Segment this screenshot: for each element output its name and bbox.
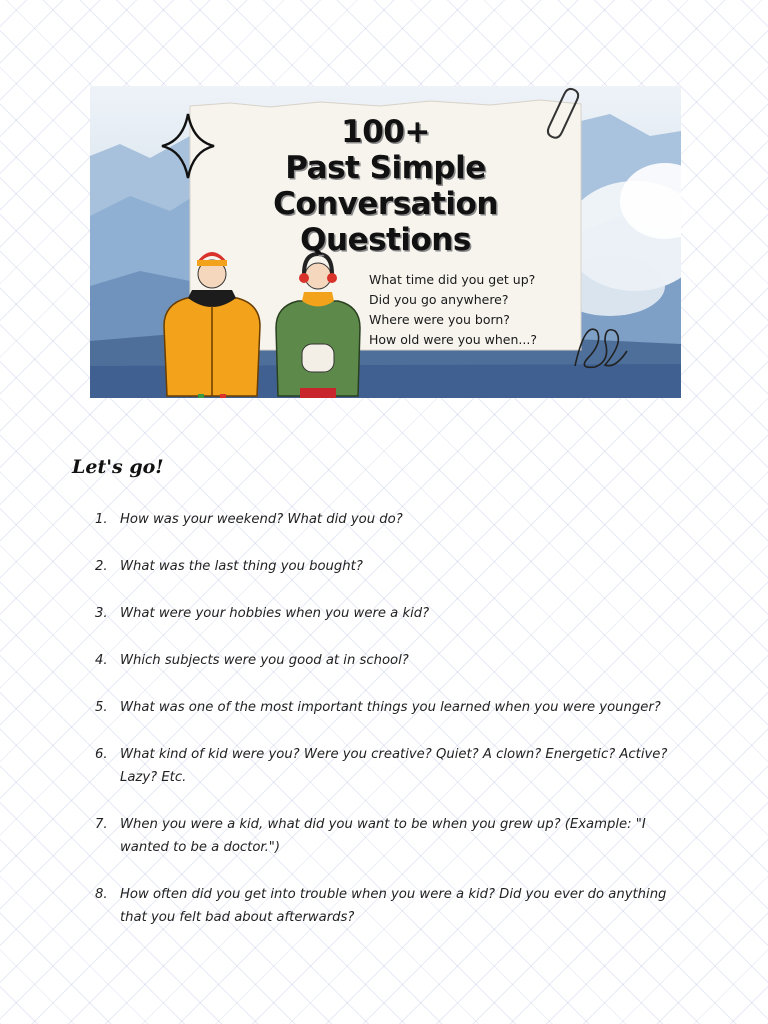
list-item [95,649,685,672]
list-item [95,696,685,719]
banner-title [190,114,581,258]
item-text: How was your weekend? What did you do? [120,512,403,527]
list-item [95,602,685,625]
item-text: How often did you get into trouble when you were a kid? Did you ever do anything that you felt bad about afterwards? [120,887,667,925]
title-line: Past Simple [285,150,486,186]
example-question: Did you go anywhere? [369,292,509,307]
item-text: When you were a kid, what did you want to be when you grew up? (Example: "I wanted to be a doctor.") [120,817,646,855]
title-line: Questions [300,222,471,258]
item-number: 5. [95,700,108,715]
item-number: 4. [95,653,108,668]
example-question: Where were you born? [369,312,510,327]
example-question: How old were you when...? [369,332,537,347]
item-text: Which subjects were you good at in school? [120,653,409,668]
list-item [95,508,685,531]
item-text: What was one of the most important things you learned when you were younger? [120,700,661,715]
list-item [95,555,685,578]
item-text: What was the last thing you bought? [120,559,363,574]
list-item [95,743,685,789]
example-questions [369,270,579,350]
item-text: What kind of kid were you? Were you creative? Quiet? A clown? Energetic? Active? Lazy? Etc. [120,747,668,785]
list-item [95,883,685,929]
item-number: 2. [95,559,108,574]
item-number: 6. [95,747,108,762]
example-question: What time did you get up? [369,272,536,287]
item-number: 3. [95,606,108,621]
item-number: 7. [95,817,108,832]
item-text: What were your hobbies when you were a kid? [120,606,430,621]
title-line: 100+ [341,114,430,150]
question-list [95,508,685,929]
section-heading: Let's go! [72,456,164,478]
item-number: 1. [95,512,108,527]
list-item [95,813,685,859]
banner-image [90,86,681,398]
title-line: Conversation [273,186,498,222]
item-number: 8. [95,887,108,902]
